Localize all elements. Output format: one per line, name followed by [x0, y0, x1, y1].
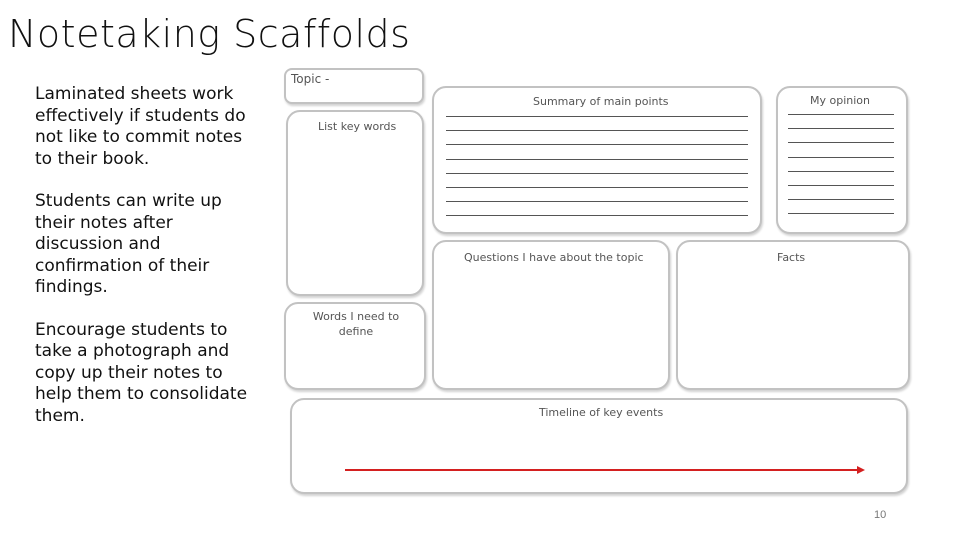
key-words-label: List key words	[318, 120, 397, 133]
timeline-arrow-icon	[345, 462, 865, 478]
summary-label: Summary of main points	[533, 95, 669, 108]
bullet-text: Encourage students to take a photograph and copy up their notes to help them to consolidate them.	[35, 319, 248, 426]
bullet-text: Laminated sheets work effectively if students do not like to commit notes to their book.	[35, 84, 246, 169]
questions-label: Questions I have about the topic	[464, 251, 644, 264]
opinion-label: My opinion	[810, 94, 870, 107]
timeline-label: Timeline of key events	[539, 406, 664, 419]
slide-title: Notetaking Scaffolds	[8, 12, 411, 56]
key-words-box	[286, 110, 424, 296]
define-label: Words I need to define	[312, 310, 400, 338]
page-number: 10	[874, 509, 887, 521]
facts-label: Facts	[777, 251, 806, 264]
topic-label: Topic -	[291, 72, 330, 86]
opinion-lines	[788, 114, 894, 228]
bullet-text: Students can write up their notes after discussion and confirmation of their findings.	[35, 191, 222, 297]
bullet-list	[35, 84, 250, 448]
summary-lines	[446, 116, 748, 230]
